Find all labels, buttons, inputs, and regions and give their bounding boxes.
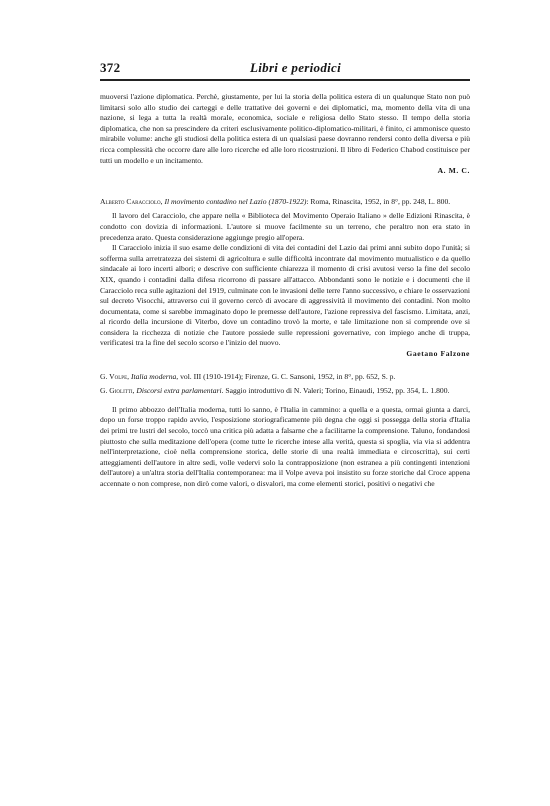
review-2-paragraph-2: Il Caracciolo inizia il suo esame delle condizioni di vita dei contadini del Lazio dai primi anni subito dopo l'unità; si sofferma sulla arretratezza dei sistemi di agricoltura e sulle difficoltà incontrate dal movimento mutualistico e da quello sindacale ai loro incerti albori; e descrive con sufficiente chiarezza il momento di crisi avutosi verso la fine del secolo XIX, quando i contadini dalla difesa ricorrono di passare all'attacco. Abbondanti sono le notizie e i documenti che il Caracciolo reca sulle agitazioni del 1919, culminate con le invasioni delle terre l'anno successivo, e chiare le osservazioni sul decreto Visocchi, attraverso cui il governo cercò di avocare di aggressività il movimento dei contadini. Non molto documentata, come si sarebbe immaginato dopo le premesse dell'autore, l'azione repressiva del fascismo. Limitata, anzi, al ricordo della incursione di Viterbo, dove un contadino trovò la morte, e tale limitazione non si comprende ove si considera la ricchezza di notizie che l'autore possiede sulle repressioni governative, con impiego anche di truppa, verificatesi tra la fine del secolo scorso e l'inizio del nuovo. (100, 243, 470, 348)
running-head (100, 60, 472, 76)
review-2 (100, 197, 470, 360)
review-2-author: Alberto Caracciolo (100, 196, 161, 206)
review-3-paragraph: Il primo abbozzo dell'Italia moderna, tutti lo sanno, è l'Italia in cammino: a quella e a questa, ormai giunta a darci, dopo un forse troppo rapido avvio, l'esposizione storiograficamente più degna che oggi si possegga della storia d'Italia dei primi tre lustri del secolo, toccò una critica più adatta a falsarne che a facilitarne la comprensione. Taluno, fondandosi piuttosto che sulla meditazione dell'opera (come tutte le ricerche intese alla verità, questa si spoglia, via via si addentra nell'interpretazione, cioè nella comprensione storica, delle storie di una realtà immediata e circoscritta), sui certi atteggiamenti dell'autore in altre sedi, volle vedervi solo la contrapposizione (non estranea a più contingenti intenzioni dell'autore) a un'altra storia dell'Italia contemporanea: ma il Volpe aveva poi insistito su forze storiche dal Croce appena accennate o non comprese, non dirò come valori, o disvalori, ma come elementi storici, positivi o negativi che (100, 404, 470, 488)
review-3-heading-1: G. Volpe, Italia moderna, vol. III (1910-1914); Firenze, G. C. Sansoni, 1952, in 8°, pp. 652, S. p. (100, 371, 396, 381)
review-3-author-2: G. Giolitti (100, 386, 133, 396)
review-2-work-title: Il movimento contadino nel Lazio (1870-1922) (164, 196, 307, 206)
page-number: 372 (100, 60, 121, 75)
review-3-author-1: G. Volpe (100, 371, 128, 381)
review-3 (100, 372, 470, 490)
review-3-heading-2: G. Giolitti, Discorsi extra parlamentari. Saggio introduttivo di N. Valeri; Torino, Einaudi, 1952, pp. 354, L. 1.800. (100, 386, 450, 396)
review-3-publication-2: . Saggio introduttivo di N. Valeri; Torino, Einaudi, 1952, pp. 354, L. 1.800. (221, 386, 450, 396)
review-2-paragraph-1: Il lavoro del Caracciolo, che appare nella « Biblioteca del Movimento Operaio Italiano » delle Edizioni Rinascita, è condotto con dovizia di informazioni. L'autore si muove facilmente su un terreno, che peraltro non era stato in precedenza arato. Questa considerazione aggiunge pregio all'opera. (100, 211, 470, 242)
review-1-tail-text: muoversi l'azione diplomatica. Perchè, giustamente, per lui la storia della politica estera di un qualunque Stato non può limitarsi solo allo studio dei carteggi e delle trattative dei governi e dei diplomatici, ma, momento della vita di una nazione, si lega a tutta la realtà morale, economica, sociale e religiosa dello Stato stesso. Il tempo della storia diplomatica, che non sa prescindere da criteri esclusivamente politico-diplomatico-militari, è finito, ci ammonisce questo mirabile volume: anche gli studiosi della politica estera di un qualsiasi paese dovranno rendersi conto della diversa e più ricca complessità che occorre dare alle loro ricerche ed alle loro ricostruzioni. Il libro di Federico Chabod costituisce per tutti un modello e un incitamento. (100, 92, 470, 165)
review-1-signature: A. M. C. (437, 166, 470, 176)
review-2-publication: : Roma, Rinascita, 1952, in 8°, pp. 248, L. 800. (306, 196, 451, 206)
review-3-work-title-1: Italia moderna (130, 371, 177, 381)
review-2-heading: Alberto Caracciolo, Il movimento contadino nel Lazio (1870-1922): Roma, Rinascita, 1952, in 8°, pp. 248, L. 800. (100, 196, 451, 206)
review-3-work-title-2: Discorsi extra parlamentari (136, 386, 222, 396)
header-rule (100, 79, 470, 81)
review-3-publication-1: , vol. III (1910-1914); Firenze, G. C. Sansoni, 1952, in 8°, pp. 652, S. p. (176, 371, 396, 381)
review-2-signature: Gaetano Falzone (406, 349, 470, 359)
page-body (100, 92, 470, 490)
section-title: Libri e periodici (250, 60, 342, 75)
